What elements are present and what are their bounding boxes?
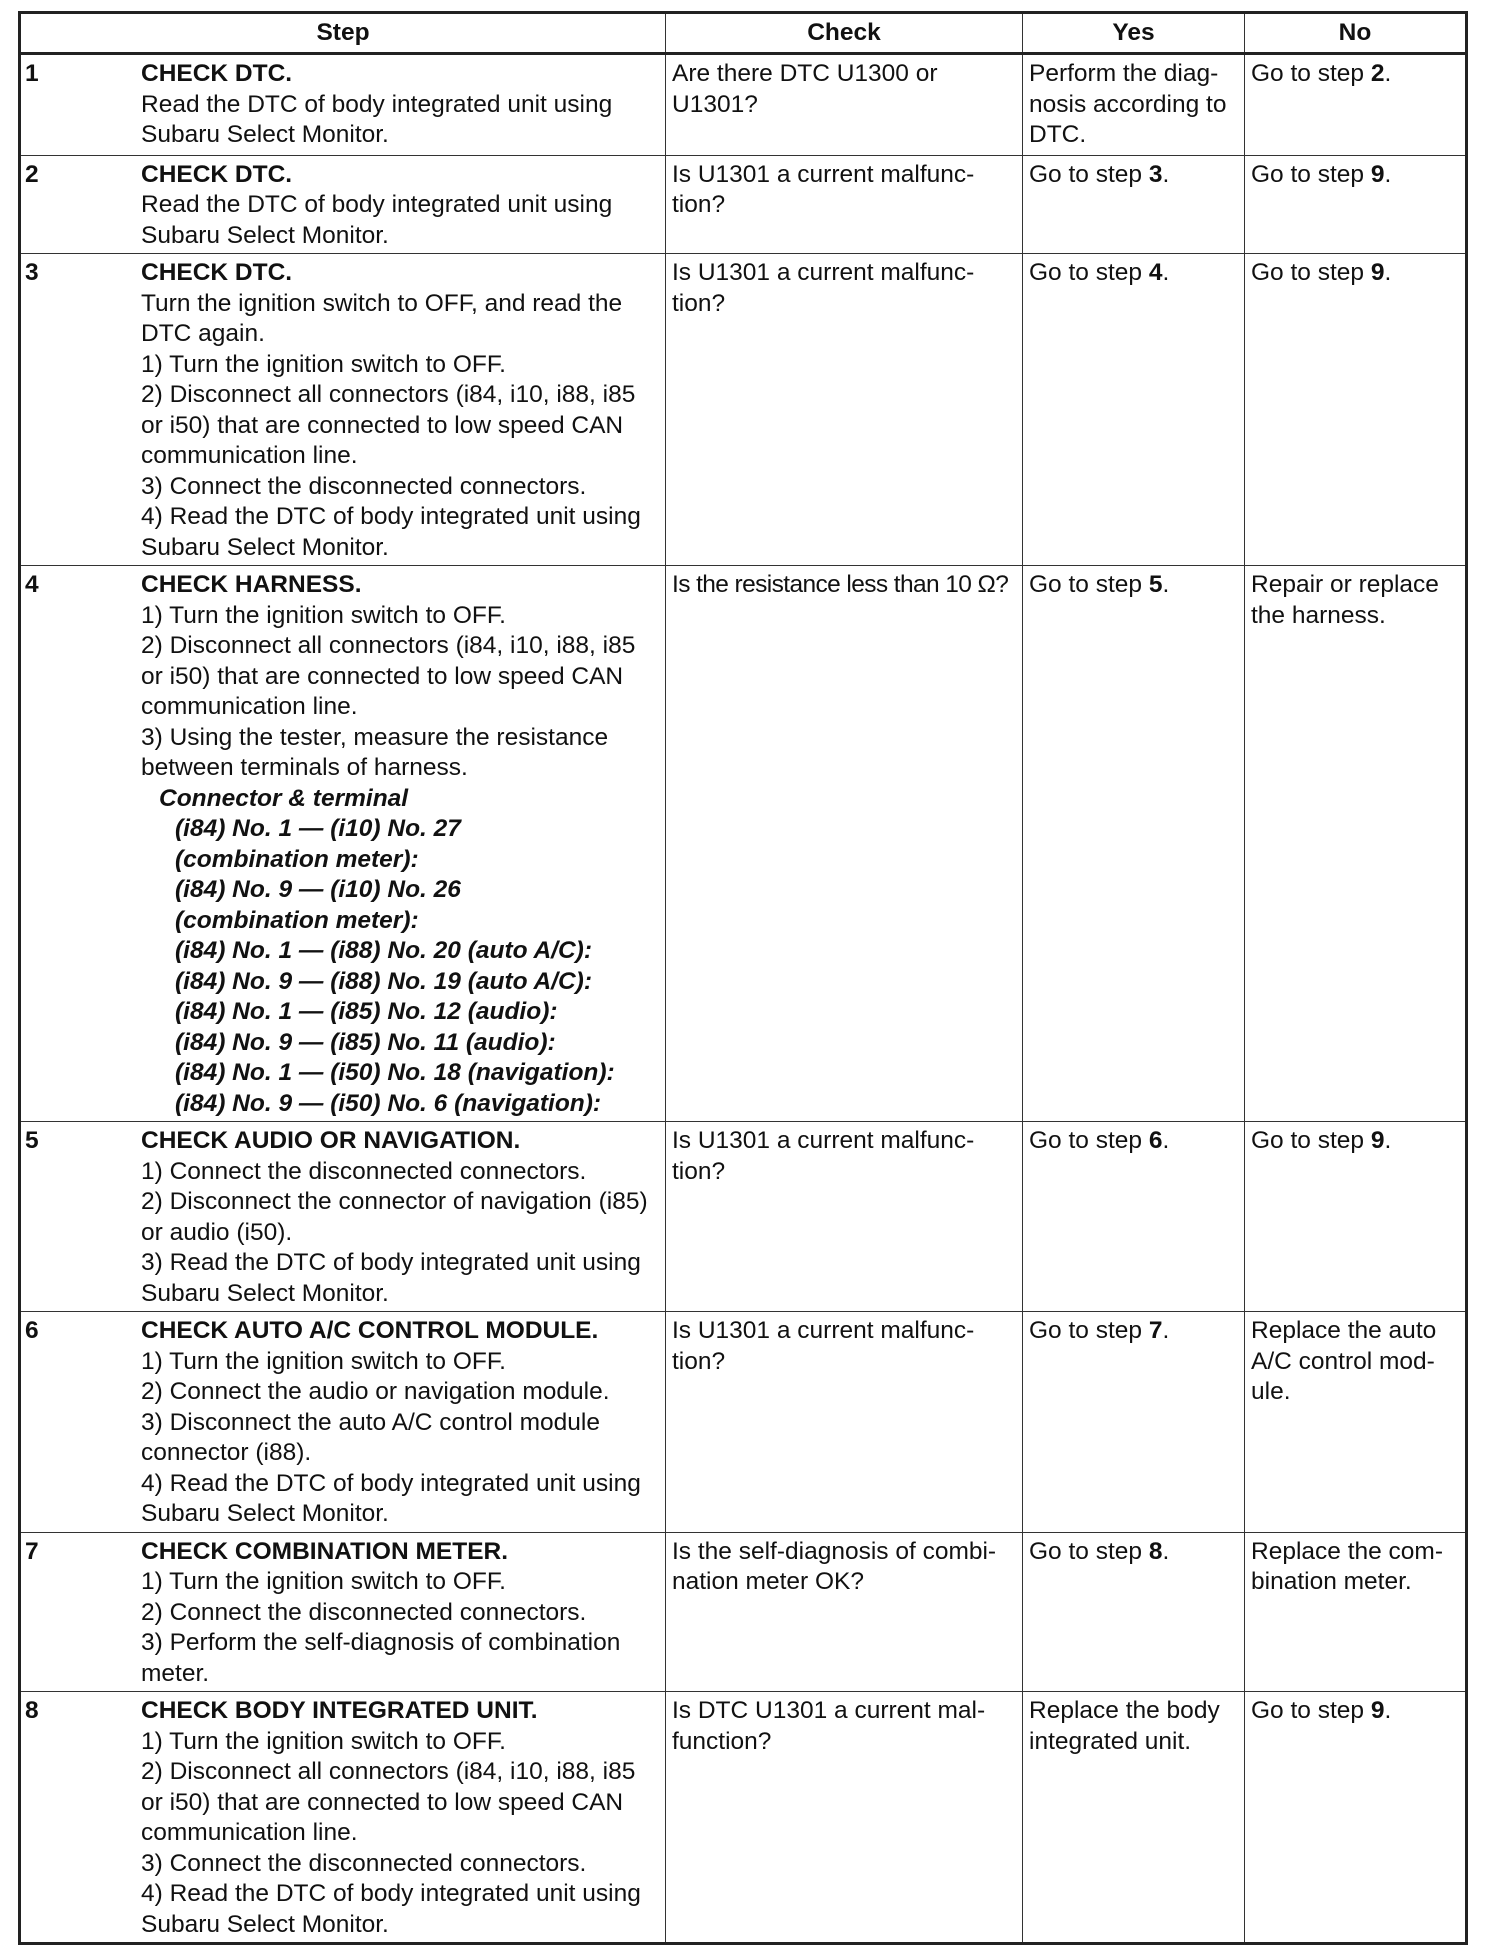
- table-row: [20, 1692, 1467, 1944]
- step-line: 3) Connect the disconnected connectors.: [141, 1849, 587, 1877]
- yes-text: Go to step: [1029, 259, 1149, 286]
- header-row: [20, 13, 1467, 54]
- yes-end: .: [1162, 1317, 1170, 1344]
- step-line: Subaru Select Monitor.: [141, 1500, 389, 1527]
- step-number: 2: [25, 160, 39, 188]
- no-text: Go to step: [1251, 1127, 1371, 1154]
- no-end: .: [1384, 1697, 1392, 1724]
- check-cell: [666, 254, 1023, 566]
- step-line: 2) Disconnect all connectors (i84, i10, i88, i85: [141, 632, 636, 659]
- yes-end: .: [1162, 259, 1170, 286]
- step-line: Subaru Select Monitor.: [141, 121, 389, 148]
- check-line: Is the resistance less than 10 Ω?: [672, 571, 1009, 598]
- no-end: .: [1384, 160, 1392, 188]
- step-line: 1) Connect the disconnected connectors.: [141, 1157, 587, 1185]
- step-line: 4) Read the DTC of body integrated unit using: [141, 1469, 641, 1497]
- no-text: Go to step: [1251, 259, 1371, 286]
- connector-line: (i84) No. 9 — (i50) No. 6 (navigation):: [175, 1089, 602, 1117]
- check-cell: [666, 1532, 1023, 1692]
- check-line: U1301?: [672, 90, 758, 118]
- connector-line: (i84) No. 1 — (i88) No. 20 (auto A/C):: [175, 937, 592, 964]
- step-title: CHECK DTC.: [141, 259, 293, 286]
- no-cell: [1245, 155, 1467, 254]
- no-cell: [1245, 1532, 1467, 1692]
- check-cell: [666, 1312, 1023, 1533]
- no-cell: [1245, 1122, 1467, 1312]
- yes-end: .: [1162, 571, 1170, 598]
- no-cell: [1245, 254, 1467, 566]
- step-line: between terminals of harness.: [141, 754, 468, 781]
- step-line: 1) Turn the ignition switch to OFF.: [141, 1727, 506, 1755]
- step-title: CHECK BODY INTEGRATED UNIT.: [141, 1697, 538, 1724]
- step-title: CHECK AUTO A/C CONTROL MODULE.: [141, 1317, 599, 1344]
- connector-line: (i84) No. 9 — (i88) No. 19 (auto A/C):: [175, 967, 592, 995]
- check-line: tion?: [672, 1157, 726, 1185]
- check-line: function?: [672, 1727, 772, 1755]
- yes-cell: [1023, 1122, 1245, 1312]
- yes-text: Go to step: [1029, 1537, 1149, 1565]
- check-line: tion?: [672, 1347, 726, 1375]
- step-line: communication line.: [141, 693, 358, 720]
- check-cell: [666, 1122, 1023, 1312]
- table-row: [20, 1122, 1467, 1312]
- no-end: .: [1384, 259, 1392, 286]
- check-line: Is U1301 a current malfunc-: [672, 259, 975, 286]
- step-line: meter.: [141, 1659, 210, 1687]
- yes-end: .: [1162, 1537, 1170, 1565]
- diagnosis-table: [18, 11, 1468, 1945]
- step-line: 2) Disconnect the connector of navigation (i85): [141, 1188, 648, 1215]
- no-text: Go to step: [1251, 60, 1371, 87]
- step-line: Read the DTC of body integrated unit using: [141, 191, 613, 218]
- step-line: 3) Using the tester, measure the resistance: [141, 723, 609, 751]
- step-line: 2) Disconnect all connectors (i84, i10, i88, i85: [141, 381, 636, 408]
- check-cell: [666, 566, 1023, 1122]
- no-line: the harness.: [1251, 601, 1386, 629]
- check-line: Is U1301 a current malfunc-: [672, 1127, 975, 1154]
- step-line: 2) Disconnect all connectors (i84, i10, i88, i85: [141, 1758, 636, 1785]
- step-cell: [20, 1532, 666, 1692]
- step-title: CHECK HARNESS.: [141, 571, 362, 598]
- yes-step-link[interactable]: 3: [1148, 160, 1163, 188]
- table-row: [20, 155, 1467, 254]
- step-line: or audio (i50).: [141, 1218, 293, 1246]
- step-line: Turn the ignition switch to OFF, and read the: [141, 289, 623, 317]
- step-number: 4: [25, 571, 39, 598]
- yes-text: Go to step: [1029, 1127, 1149, 1154]
- yes-step-link[interactable]: 6: [1148, 1127, 1163, 1154]
- no-step-link[interactable]: 9: [1370, 160, 1385, 188]
- no-end: .: [1384, 1127, 1392, 1154]
- step-number: 8: [25, 1697, 39, 1724]
- no-step-link[interactable]: 9: [1370, 1697, 1385, 1724]
- step-line: communication line.: [141, 442, 358, 469]
- no-text: Go to step: [1251, 1697, 1371, 1724]
- connector-line: (i84) No. 9 — (i85) No. 11 (audio):: [175, 1028, 556, 1056]
- no-text: Go to step: [1251, 160, 1371, 188]
- yes-text: Go to step: [1029, 571, 1149, 598]
- step-line: Read the DTC of body integrated unit using: [141, 90, 613, 118]
- step-line: 1) Turn the ignition switch to OFF.: [141, 601, 506, 629]
- check-line: tion?: [672, 191, 726, 218]
- step-line: or i50) that are connected to low speed CAN: [141, 662, 624, 690]
- step-line: 3) Perform the self-diagnosis of combination: [141, 1629, 621, 1656]
- step-cell: [20, 566, 666, 1122]
- yes-step-link[interactable]: 4: [1148, 259, 1163, 286]
- yes-cell: [1023, 254, 1245, 566]
- connector-heading: Connector & terminal: [159, 784, 409, 812]
- step-line: or i50) that are connected to low speed CAN: [141, 1788, 624, 1816]
- yes-cell: [1023, 566, 1245, 1122]
- yes-end: .: [1162, 160, 1170, 188]
- step-cell: [20, 1312, 666, 1533]
- header-no: No: [1245, 13, 1467, 54]
- step-line: Subaru Select Monitor.: [141, 1279, 389, 1307]
- step-line: 3) Connect the disconnected connectors.: [141, 472, 587, 500]
- no-line: bination meter.: [1251, 1568, 1412, 1595]
- step-title: CHECK COMBINATION METER.: [141, 1537, 509, 1565]
- yes-line: Perform the diag-: [1029, 60, 1219, 87]
- check-line: Are there DTC U1300 or: [672, 60, 938, 87]
- step-line: 1) Turn the ignition switch to OFF.: [141, 1347, 506, 1375]
- header-step: Step: [20, 13, 666, 54]
- check-line: Is U1301 a current malfunc-: [672, 160, 975, 188]
- no-line: ule.: [1251, 1378, 1291, 1405]
- table-row: [20, 1312, 1467, 1533]
- check-line: nation meter OK?: [672, 1568, 865, 1595]
- step-number: 1: [25, 60, 39, 87]
- step-number: 6: [25, 1317, 39, 1344]
- no-cell: [1245, 1692, 1467, 1944]
- step-cell: [20, 1692, 666, 1944]
- check-line: Is the self-diagnosis of combi-: [672, 1537, 997, 1565]
- step-title: CHECK DTC.: [141, 160, 293, 188]
- no-end: .: [1384, 60, 1392, 87]
- table-row: [20, 1532, 1467, 1692]
- yes-cell: [1023, 1692, 1245, 1944]
- connector-line: (combination meter):: [175, 845, 419, 873]
- connector-line: (i84) No. 1 — (i50) No. 18 (navigation):: [175, 1059, 615, 1086]
- check-line: Is DTC U1301 a current mal-: [672, 1697, 986, 1724]
- yes-cell: [1023, 155, 1245, 254]
- yes-text: Go to step: [1029, 160, 1149, 188]
- table-row: [20, 254, 1467, 566]
- yes-step-link[interactable]: 7: [1148, 1317, 1163, 1344]
- connector-line: (i84) No. 1 — (i10) No. 27: [175, 815, 461, 842]
- yes-cell: [1023, 1312, 1245, 1533]
- yes-line: nosis according to: [1029, 90, 1227, 118]
- no-line: A/C control mod-: [1251, 1347, 1435, 1375]
- step-cell: [20, 1122, 666, 1312]
- step-number: 7: [25, 1537, 39, 1565]
- step-line: or i50) that are connected to low speed CAN: [141, 411, 624, 439]
- step-line: 4) Read the DTC of body integrated unit using: [141, 1880, 641, 1907]
- check-line: tion?: [672, 289, 726, 317]
- step-line: 1) Turn the ignition switch to OFF.: [141, 1568, 506, 1595]
- no-step-link[interactable]: 9: [1370, 259, 1385, 286]
- table-row: [20, 54, 1467, 156]
- yes-step-link[interactable]: 5: [1148, 571, 1163, 598]
- no-cell: [1245, 54, 1467, 156]
- yes-cell: [1023, 1532, 1245, 1692]
- no-cell: [1245, 566, 1467, 1122]
- step-cell: [20, 155, 666, 254]
- yes-line: Replace the body: [1029, 1697, 1220, 1724]
- step-line: DTC again.: [141, 320, 265, 347]
- no-cell: [1245, 1312, 1467, 1533]
- no-step-link[interactable]: 9: [1370, 1127, 1385, 1154]
- step-line: 2) Connect the disconnected connectors.: [141, 1598, 587, 1626]
- yes-text: Go to step: [1029, 1317, 1149, 1344]
- check-line: Is U1301 a current malfunc-: [672, 1317, 975, 1344]
- no-step-link[interactable]: 2: [1370, 60, 1385, 87]
- check-cell: [666, 155, 1023, 254]
- header-yes: Yes: [1023, 13, 1245, 54]
- yes-step-link[interactable]: 8: [1148, 1537, 1163, 1565]
- yes-line: DTC.: [1029, 121, 1087, 148]
- step-cell: [20, 54, 666, 156]
- step-title: CHECK AUDIO OR NAVIGATION.: [141, 1127, 521, 1154]
- no-line: Replace the com-: [1251, 1537, 1444, 1565]
- step-line: communication line.: [141, 1819, 358, 1846]
- step-line: Subaru Select Monitor.: [141, 533, 389, 561]
- step-line: 3) Disconnect the auto A/C control module: [141, 1408, 600, 1436]
- connector-line: (i84) No. 9 — (i10) No. 26: [175, 876, 461, 903]
- step-line: connector (i88).: [141, 1439, 312, 1466]
- no-line: Repair or replace: [1251, 571, 1439, 598]
- yes-end: .: [1162, 1127, 1170, 1154]
- connector-line: (i84) No. 1 — (i85) No. 12 (audio):: [175, 998, 558, 1025]
- step-line: 3) Read the DTC of body integrated unit using: [141, 1249, 641, 1276]
- step-line: Subaru Select Monitor.: [141, 1910, 389, 1938]
- header-check: Check: [666, 13, 1023, 54]
- step-line: Subaru Select Monitor.: [141, 221, 389, 249]
- table-row: [20, 566, 1467, 1122]
- yes-line: integrated unit.: [1029, 1727, 1192, 1755]
- step-line: 4) Read the DTC of body integrated unit using: [141, 503, 641, 530]
- step-line: 2) Connect the audio or navigation module.: [141, 1378, 610, 1405]
- step-number: 3: [25, 259, 39, 286]
- step-line: 1) Turn the ignition switch to OFF.: [141, 350, 506, 378]
- check-cell: [666, 54, 1023, 156]
- connector-line: (combination meter):: [175, 906, 419, 934]
- step-number: 5: [25, 1127, 39, 1154]
- step-title: CHECK DTC.: [141, 60, 293, 87]
- no-line: Replace the auto: [1251, 1317, 1437, 1344]
- step-cell: [20, 254, 666, 566]
- check-cell: [666, 1692, 1023, 1944]
- yes-cell: [1023, 54, 1245, 156]
